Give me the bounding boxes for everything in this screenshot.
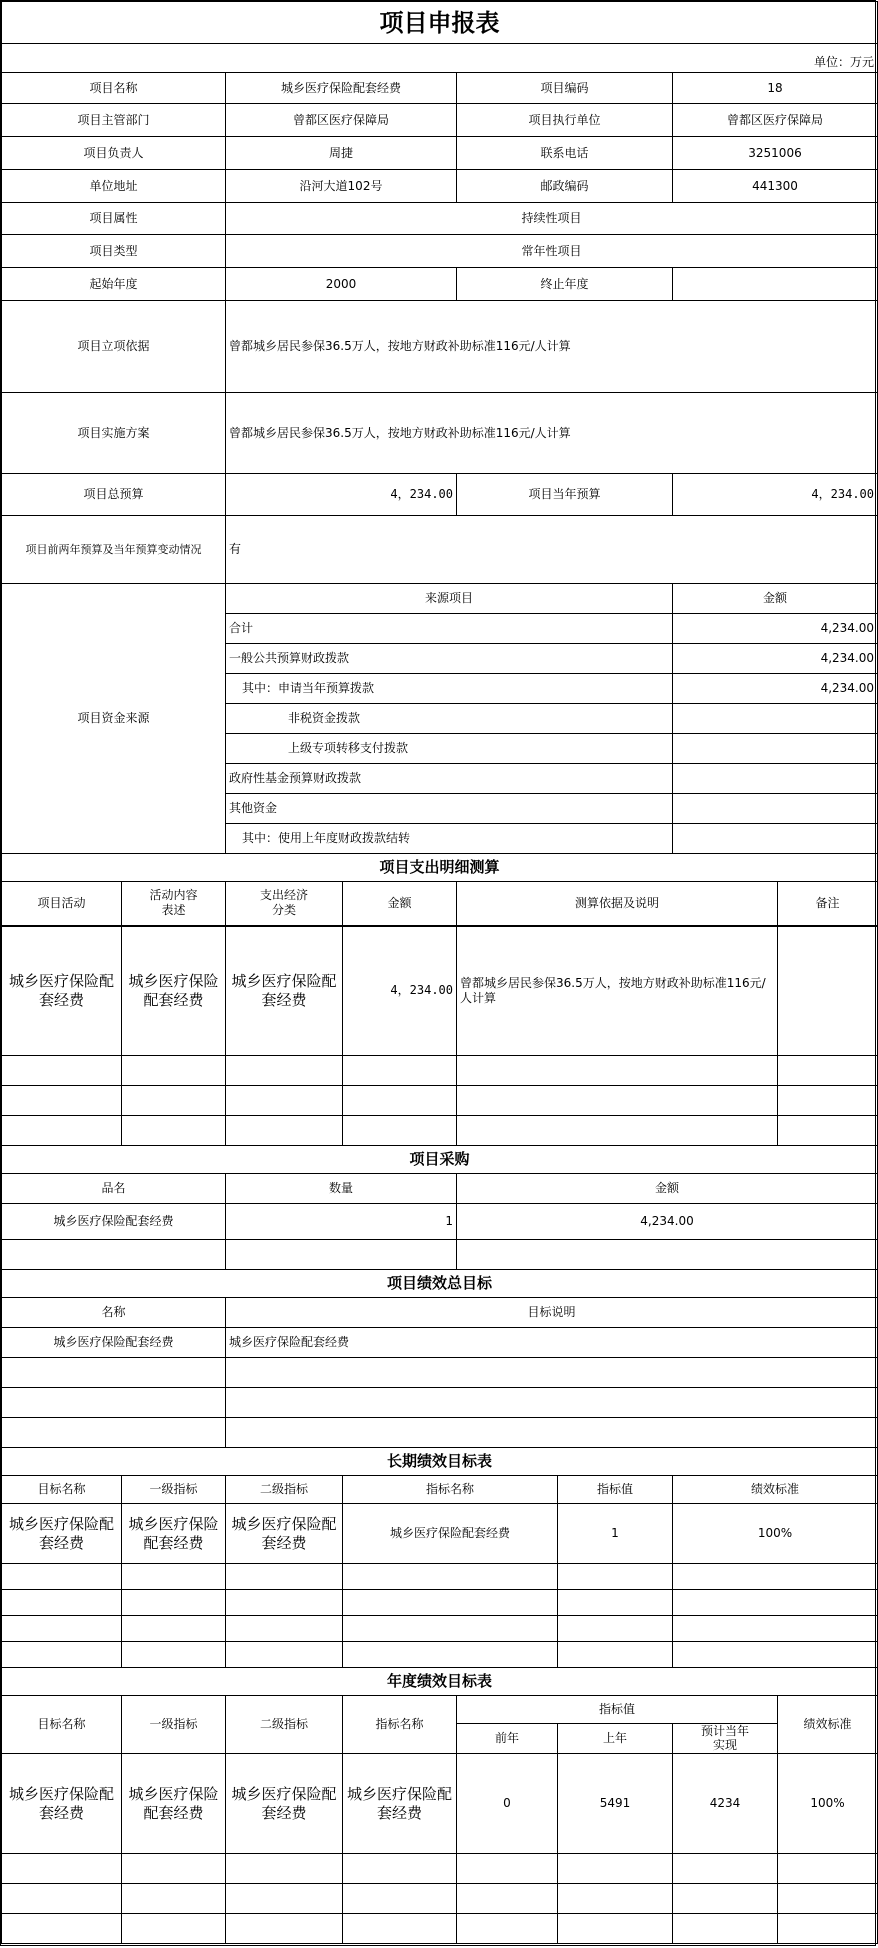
basis-label: 项目立项依据: [2, 301, 226, 393]
long-term-header: 二级指标: [226, 1476, 343, 1504]
expense-header: 备注: [778, 882, 878, 926]
exec-value: 曾都区医疗保障局: [673, 104, 878, 137]
procurement-header: 金额: [457, 1174, 878, 1204]
funding-row-amount: 4,234.00: [673, 644, 878, 674]
basis-value: 曾都城乡居民参保36.5万人，按地方财政补助标准116元/人计算: [226, 301, 878, 393]
phone-value: 3251006: [673, 137, 878, 170]
long-term-standard: 100%: [673, 1504, 878, 1564]
attr-value: 持续性项目: [226, 203, 878, 235]
owner-value: 周捷: [226, 137, 457, 170]
long-term-lvl2: 城乡医疗保险配套经费: [226, 1504, 343, 1564]
annual-header: 一级指标: [122, 1696, 226, 1754]
attr-label: 项目属性: [2, 203, 226, 235]
long-term-header: 目标名称: [2, 1476, 122, 1504]
name-label: 项目名称: [2, 73, 226, 104]
expense-activity: 城乡医疗保险配套经费: [2, 926, 122, 1056]
exec-label: 项目执行单位: [457, 104, 673, 137]
form-table: [1, 1, 878, 1944]
addr-label: 单位地址: [2, 170, 226, 203]
table-row: [2, 1388, 878, 1418]
procurement-name: 城乡医疗保险配套经费: [2, 1204, 226, 1240]
expense-note: [778, 926, 878, 1056]
procurement-amount: 4,234.00: [457, 1204, 878, 1240]
perf-total-name: 城乡医疗保险配套经费: [2, 1328, 226, 1358]
annual-lvl1: 城乡医疗保险配套经费: [122, 1754, 226, 1854]
funding-row-amount: [673, 704, 878, 734]
table-row: [2, 1358, 878, 1388]
expense-header: 金额: [343, 882, 457, 926]
annual-header: 二级指标: [226, 1696, 343, 1754]
annual-standard: 100%: [778, 1754, 878, 1854]
code-value: 18: [673, 73, 878, 104]
table-row: [2, 1086, 878, 1116]
long-term-indicator: 城乡医疗保险配套经费: [343, 1504, 558, 1564]
annual-prev2: 0: [457, 1754, 558, 1854]
table-row: [2, 1418, 878, 1448]
end-label: 终止年度: [457, 268, 673, 301]
table-row: [2, 1564, 878, 1590]
funding-row-amount: 4,234.00: [673, 674, 878, 704]
long-term-lvl1: 城乡医疗保险配套经费: [122, 1504, 226, 1564]
owner-label: 项目负责人: [2, 137, 226, 170]
type-value: 常年性项目: [226, 235, 878, 268]
annual-subheader: 前年: [457, 1724, 558, 1754]
procurement-header: 数量: [226, 1174, 457, 1204]
annual-prev1: 5491: [558, 1754, 673, 1854]
expense-content: 城乡医疗保险配套经费: [122, 926, 226, 1056]
annual-current: 4234: [673, 1754, 778, 1854]
expense-basis: 曾都城乡居民参保36.5万人，按地方财政补助标准116元/人计算: [457, 926, 778, 1056]
funding-row-amount: [673, 734, 878, 764]
funding-row-amount: [673, 764, 878, 794]
total-value: 4，234.00: [226, 474, 457, 516]
start-value: 2000: [226, 268, 457, 301]
long-term-value: 1: [558, 1504, 673, 1564]
table-row: [2, 1884, 878, 1914]
funding-row-name: 其他资金: [226, 794, 673, 824]
perf-total-header: 名称: [2, 1298, 226, 1328]
funding-row-name: 一般公共预算财政拨款: [226, 644, 673, 674]
dept-label: 项目主管部门: [2, 104, 226, 137]
end-value: [673, 268, 878, 301]
expense-header: 支出经济 分类: [226, 882, 343, 926]
funding-row-amount: [673, 824, 878, 854]
table-row: [2, 1854, 878, 1884]
funding-row-name: 其中：申请当年预算拨款: [226, 674, 673, 704]
annual-header: 目标名称: [2, 1696, 122, 1754]
addr-value: 沿河大道102号: [226, 170, 457, 203]
funding-header-amount: 金额: [673, 584, 878, 614]
table-row: [2, 1240, 878, 1270]
type-label: 项目类型: [2, 235, 226, 268]
long-term-header: 一级指标: [122, 1476, 226, 1504]
funding-row-name: 合计: [226, 614, 673, 644]
funding-label: 项目资金来源: [2, 584, 226, 854]
unit-label: 单位：万元: [2, 44, 878, 73]
funding-header-source: 来源项目: [226, 584, 673, 614]
start-label: 起始年度: [2, 268, 226, 301]
long-term-header: 绩效标准: [673, 1476, 878, 1504]
expense-title: 项目支出明细测算: [2, 854, 878, 882]
expense-header: 测算依据及说明: [457, 882, 778, 926]
table-row: [2, 1642, 878, 1668]
annual-indicator: 城乡医疗保险配套经费: [343, 1754, 457, 1854]
funding-row-name: 非税资金拨款: [226, 704, 673, 734]
plan-value: 曾都城乡居民参保36.5万人，按地方财政补助标准116元/人计算: [226, 393, 878, 474]
procurement-header: 品名: [2, 1174, 226, 1204]
annual-header: 绩效标准: [778, 1696, 878, 1754]
long-term-goal: 城乡医疗保险配套经费: [2, 1504, 122, 1564]
annual-title: 年度绩效目标表: [2, 1668, 878, 1696]
change-label: 项目前两年预算及当年预算变动情况: [2, 516, 226, 584]
table-row: [2, 1116, 878, 1146]
long-term-header: 指标值: [558, 1476, 673, 1504]
plan-label: 项目实施方案: [2, 393, 226, 474]
table-row: [2, 1616, 878, 1642]
procurement-qty: 1: [226, 1204, 457, 1240]
zip-value: 441300: [673, 170, 878, 203]
annual-header: 指标名称: [343, 1696, 457, 1754]
expense-amount: 4，234.00: [343, 926, 457, 1056]
funding-row-name: 上级专项转移支付拨款: [226, 734, 673, 764]
perf-total-desc: 城乡医疗保险配套经费: [226, 1328, 878, 1358]
expense-header: 活动内容 表述: [122, 882, 226, 926]
funding-row-name: 政府性基金预算财政拨款: [226, 764, 673, 794]
perf-total-title: 项目绩效总目标: [2, 1270, 878, 1298]
annual-subheader: 上年: [558, 1724, 673, 1754]
year-budget-label: 项目当年预算: [457, 474, 673, 516]
long-term-title: 长期绩效目标表: [2, 1448, 878, 1476]
funding-row-name: 其中：使用上年度财政拨款结转: [226, 824, 673, 854]
expense-header: 项目活动: [2, 882, 122, 926]
phone-label: 联系电话: [457, 137, 673, 170]
zip-label: 邮政编码: [457, 170, 673, 203]
perf-total-header: 目标说明: [226, 1298, 878, 1328]
name-value: 城乡医疗保险配套经费: [226, 73, 457, 104]
table-row: [2, 1590, 878, 1616]
annual-goal: 城乡医疗保险配套经费: [2, 1754, 122, 1854]
table-row: [2, 1056, 878, 1086]
dept-value: 曾都区医疗保障局: [226, 104, 457, 137]
year-budget-value: 4，234.00: [673, 474, 878, 516]
funding-row-amount: 4,234.00: [673, 614, 878, 644]
procurement-title: 项目采购: [2, 1146, 878, 1174]
expense-econ: 城乡医疗保险配套经费: [226, 926, 343, 1056]
annual-subheader: 预计当年 实现: [673, 1724, 778, 1754]
annual-header: 指标值: [457, 1696, 778, 1724]
table-row: [2, 1914, 878, 1944]
long-term-header: 指标名称: [343, 1476, 558, 1504]
total-label: 项目总预算: [2, 474, 226, 516]
change-value: 有: [226, 516, 878, 584]
page-title: 项目申报表: [2, 2, 878, 44]
code-label: 项目编码: [457, 73, 673, 104]
annual-lvl2: 城乡医疗保险配套经费: [226, 1754, 343, 1854]
funding-row-amount: [673, 794, 878, 824]
